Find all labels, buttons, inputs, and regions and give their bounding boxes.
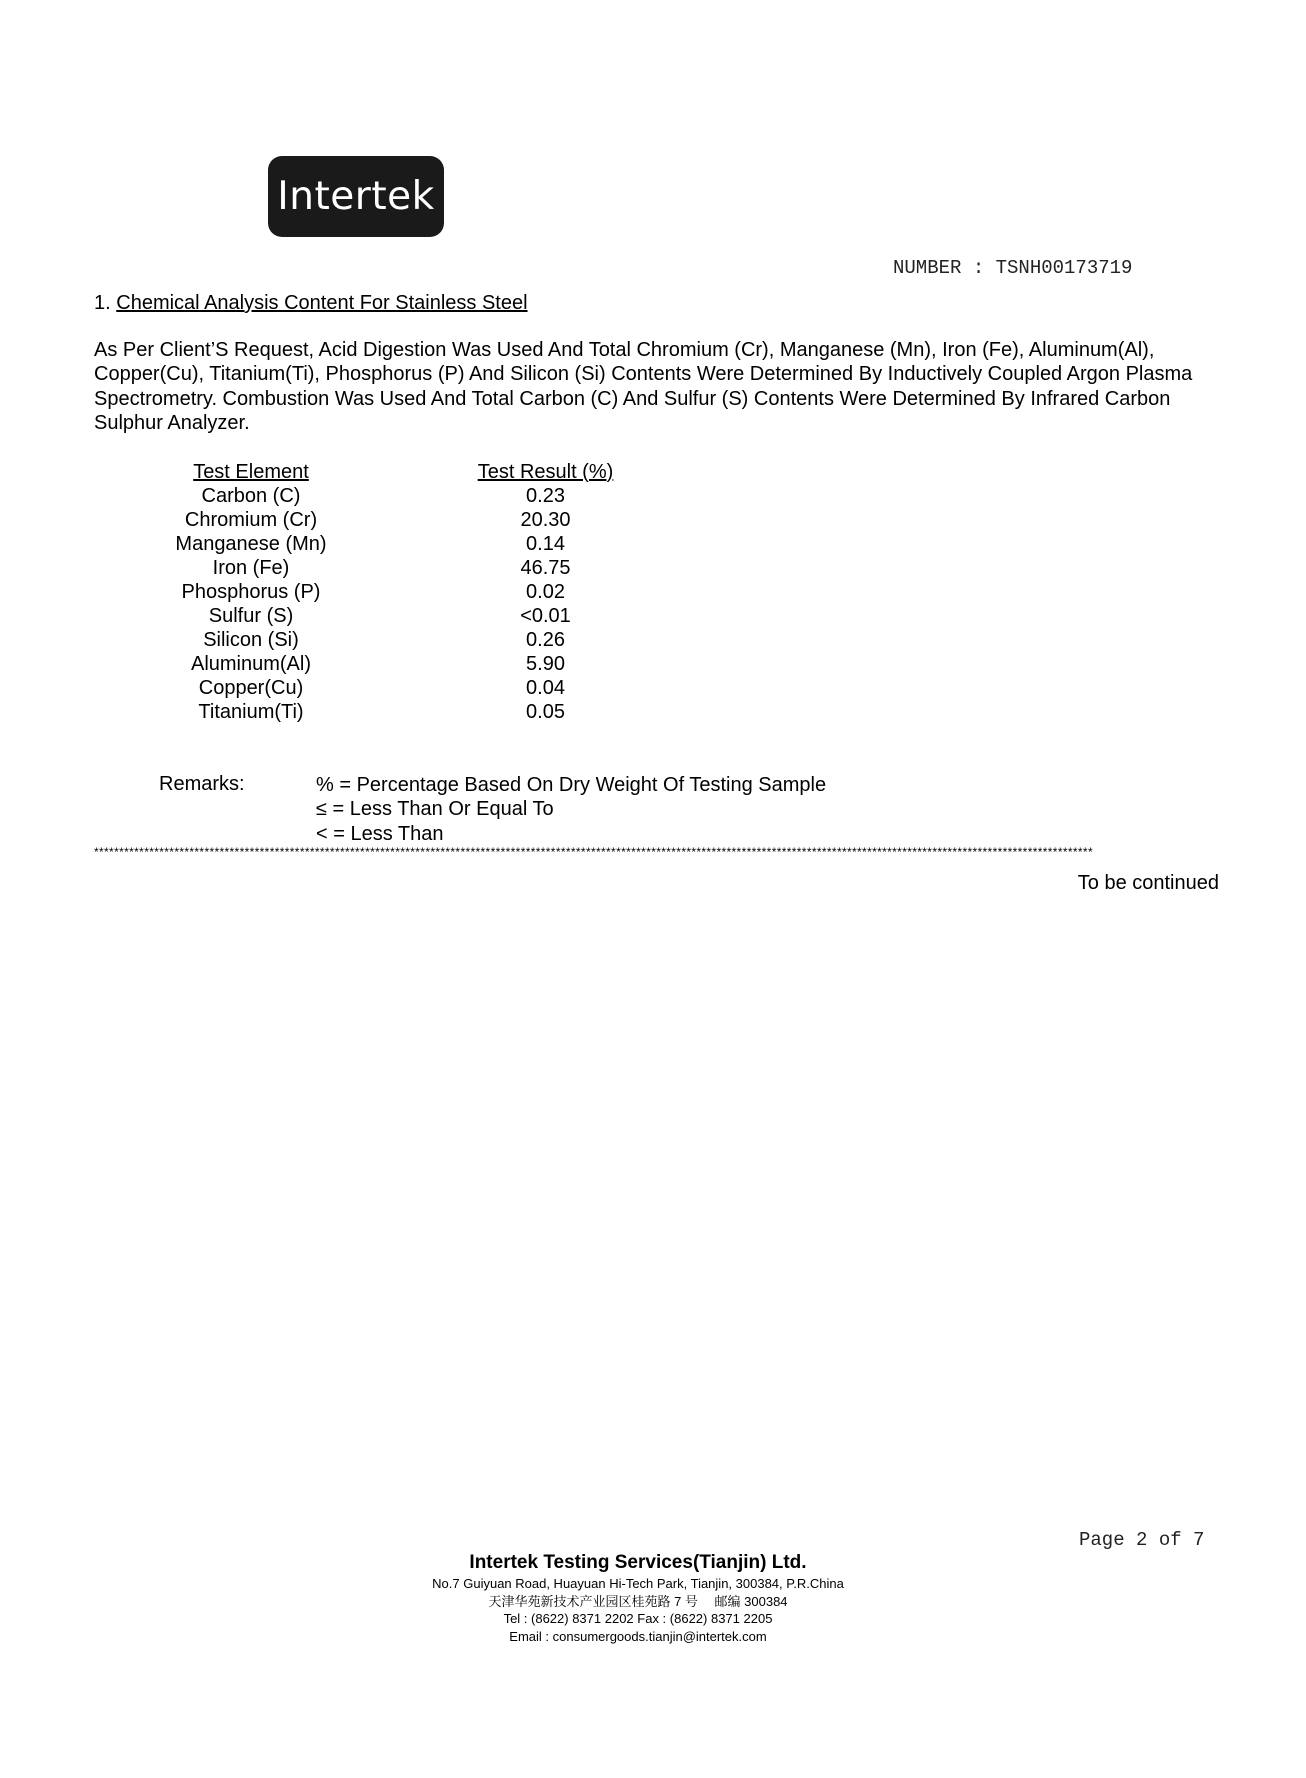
result-cell: 20.30 — [520, 508, 571, 531]
result-cell: 0.04 — [526, 677, 565, 700]
table-row — [150, 701, 651, 725]
table-row — [150, 508, 651, 532]
table-row — [150, 677, 651, 701]
table-row — [150, 653, 651, 677]
remark-line: ≤ = Less Than Or Equal To — [316, 798, 554, 821]
element-cell: Titanium(Ti) — [198, 701, 304, 724]
section-title — [94, 292, 528, 315]
result-cell: 0.26 — [526, 629, 565, 652]
element-cell: Copper(Cu) — [198, 677, 304, 700]
footer — [0, 1552, 1306, 1645]
table-row — [150, 556, 651, 580]
element-cell: Aluminum(Al) — [190, 653, 312, 676]
result-cell: 0.02 — [526, 581, 565, 604]
section-number: 1. — [94, 292, 111, 314]
result-cell: 0.14 — [526, 532, 565, 555]
method-paragraph: As Per Client’S Request, Acid Digestion Was Used And Total Chromium (Cr), Manganese (Mn), Iron (Fe), Aluminum(Al), Copper(Cu), Titanium(Ti), Phosphorus (P) And Silicon (Si) Contents Were Determined By Inductively Coupled Argon Plasma Spectrometry. Combustion Was Used And Total Carbon (C) And Sulfur (S) Contents Were Determined By Infrared Carbon Sulphur Analyzer. — [94, 339, 1193, 435]
element-cell: Phosphorus (P) — [181, 581, 321, 604]
element-cell: Carbon (C) — [201, 484, 301, 507]
result-cell: <0.01 — [520, 605, 571, 628]
header-test-element: Test Element — [193, 460, 309, 483]
element-cell: Silicon (Si) — [203, 629, 299, 652]
to-be-continued: To be continued — [1077, 872, 1219, 894]
page-number: Page 2 of 7 — [1079, 1529, 1205, 1551]
footer-address: No.7 Guiyuan Road, Huayuan Hi-Tech Park, Tianjin, 300384, P.R.China — [432, 1576, 844, 1591]
footer-email: Email : consumergoods.tianjin@intertek.com — [509, 1628, 767, 1644]
table-row — [150, 629, 651, 653]
section-title-text: Chemical Analysis Content For Stainless Steel — [116, 292, 528, 314]
result-cell: 0.23 — [526, 484, 565, 507]
footer-phone: Tel : (8622) 8371 2202 Fax : (8622) 8371 2205 — [503, 1611, 773, 1626]
footer-address-cn: 天津华苑新技术产业园区桂苑路 7 号 邮编 300384 — [488, 1593, 788, 1609]
element-cell: Chromium (Cr) — [184, 508, 318, 531]
asterisk-separator: ******************************************************************************************************************************************************************************************************* — [94, 845, 1093, 859]
result-cell: 5.90 — [526, 653, 565, 676]
remarks-label: Remarks: — [159, 773, 245, 795]
remark-line: < = Less Than — [316, 822, 444, 845]
table-row — [150, 605, 651, 629]
footer-company: Intertek Testing Services(Tianjin) Ltd. — [469, 1552, 807, 1573]
result-cell: 46.75 — [520, 556, 571, 579]
header-test-result: Test Result (%) — [477, 460, 614, 483]
element-cell: Sulfur (S) — [208, 605, 294, 628]
table-row — [150, 532, 651, 556]
intertek-logo — [268, 156, 444, 237]
remark-line: % = Percentage Based On Dry Weight Of Testing Sample — [316, 774, 827, 796]
report-number: NUMBER : TSNH00173719 — [893, 257, 1133, 279]
element-cell: Iron (Fe) — [212, 556, 290, 579]
results-table — [150, 460, 651, 725]
table-header-row — [150, 460, 651, 484]
table-row — [150, 484, 651, 508]
logo-text: Intertek — [277, 174, 435, 219]
element-cell: Manganese (Mn) — [175, 532, 327, 555]
result-cell: 0.05 — [526, 701, 565, 724]
table-row — [150, 580, 651, 604]
